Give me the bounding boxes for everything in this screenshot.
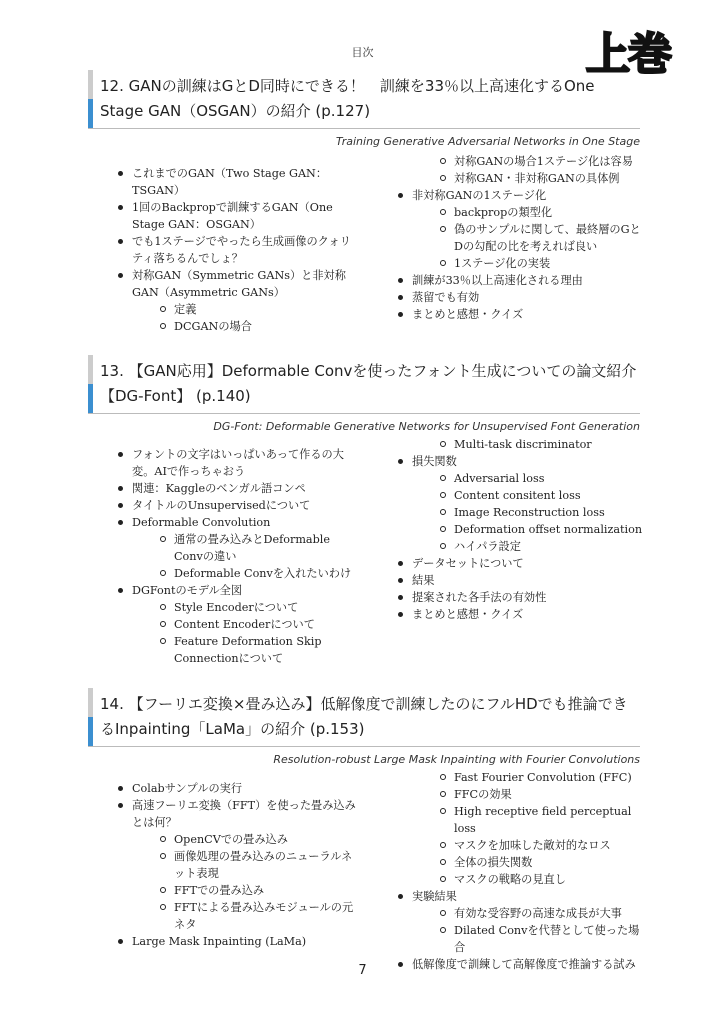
section-subtitle: Resolution-robust Large Mask Inpainting with Fourier Convolutions [273,753,640,766]
sub-bullet-item: OpenCVでの畳み込み [160,831,358,848]
section-title-text: 13. 【GAN応用】Deformable Convを使ったフォント生成についての論文紹介【DG-Font】 (p.140) [100,362,637,405]
sub-bullet-item: backpropの類型化 [440,204,643,221]
section-title-text: 14. 【フーリエ変換×畳み込み】低解像度で訓練したのにフルHDでも推論できるInpainting「LaMa」の紹介 (p.153) [100,695,628,738]
sub-bullet-item: High receptive field perceptual loss [440,803,643,837]
bullet-item: 訓練が33％以上高速化される理由 [398,272,643,289]
left-list [118,165,358,335]
sub-bullet-item: Feature Deformation Skip Connectionについて [160,633,358,667]
sub-bullet-item: 1ステージ化の実装 [440,255,643,272]
bullet-item: 非対称GANの1ステージ化 [398,187,643,204]
sub-bullet-item: Content consitent loss [440,487,643,504]
sub-bullet-item: Content Encoderについて [160,616,358,633]
section-subtitle: Training Generative Adversarial Networks in One Stage [335,135,640,148]
sub-bullet-item: FFTによる畳み込みモジュールの元ネタ [160,899,358,933]
section-subtitle: DG-Font: Deformable Generative Networks for Unsupervised Font Generation [213,420,640,433]
sub-bullet-item: Fast Fourier Convolution (FFC) [440,769,643,786]
bullet-item: フォントの文字はいっぱいあって作るの大変。AIで作っちゃおう [118,446,358,480]
sub-bullet-item: Dilated Convを代替として使った場合 [440,922,643,956]
sub-bullet-item: 全体の損失関数 [440,854,643,871]
left-list [118,446,358,667]
sub-bullet-item: 定義 [160,301,358,318]
sub-bullet-item: Deformation offset normalization [440,521,643,538]
sub-bullet-item: FFTでの畳み込み [160,882,358,899]
bullet-item: 実験結果 [398,888,643,905]
toc-section-14 [88,688,640,971]
bullet-item: でも1ステージでやったら生成画像のクォリティ落ちるんでしょ？ [118,233,358,267]
sub-bullet-item: Image Reconstruction loss [440,504,643,521]
toc-section-12 [88,70,640,350]
sub-bullet-item: ハイパラ設定 [440,538,643,555]
sub-bullet-item: 偽のサンプルに関して、最終層のGとDの勾配の比を考えれば良い [440,221,643,255]
page-header: 目次 [351,46,374,59]
sub-bullet-item: Adversarial loss [440,470,643,487]
sub-bullet-item: FFCの効果 [440,786,643,803]
bullet-item: 蒸留でも有効 [398,289,643,306]
sub-bullet-item: 通常の畳み込みとDeformable Convの違い [160,531,358,565]
sub-bullet-item: Style Encoderについて [160,599,358,616]
right-list [398,153,643,323]
sub-bullet-item: 対称GANの場合1ステージ化は容易 [440,153,643,170]
sub-bullet-item: 有効な受容野の高速な成長が大事 [440,905,643,922]
bullet-item: まとめと感想・クイズ [398,606,643,623]
bullet-item: 低解像度で訓練して高解像度で推論する試み [398,956,643,973]
sub-bullet-item: Multi-task discriminator [440,436,643,453]
sub-bullet-item: マスクを加味した敵対的なロス [440,837,643,854]
bullet-item: 結果 [398,572,643,589]
volume-badge: 上巻 [586,29,670,80]
bullet-item: タイトルのUnsupervisedについて [118,497,358,514]
right-list [398,436,643,623]
left-list [118,780,358,950]
bullet-item: Large Mask Inpainting (LaMa) [118,933,358,950]
bullet-item: 対称GAN（Symmetric GANs）と非対称GAN（Asymmetric GANs） [118,267,358,301]
section-title-text: 12. GANの訓練はGとD同時にできる！ 訓練を33％以上高速化するOne Stage GAN（OSGAN）の紹介 (p.127) [100,77,595,120]
bullet-item: データセットについて [398,555,643,572]
bullet-item: まとめと感想・クイズ [398,306,643,323]
bullet-item: これまでのGAN（Two Stage GAN：TSGAN） [118,165,358,199]
toc-section-13 [88,355,643,675]
section-title[interactable] [88,70,640,129]
bullet-item: 提案された各手法の有効性 [398,589,643,606]
page-number: 7 [358,963,367,978]
sub-bullet-item: DCGANの場合 [160,318,358,335]
bullet-item: 1回のBackpropで訓練するGAN（One Stage GAN：OSGAN） [118,199,358,233]
bullet-item: 関連：Kaggleのベンガル語コンペ [118,480,358,497]
bullet-item: Colabサンプルの実行 [118,780,358,797]
bullet-item: 損失関数 [398,453,643,470]
section-title[interactable] [88,355,640,414]
bullet-item: DGFontのモデル全図 [118,582,358,599]
bullet-item: 高速フーリエ変換（FFT）を使った畳み込みとは何？ [118,797,358,831]
section-title[interactable] [88,688,640,747]
right-list [398,769,643,973]
sub-bullet-item: マスクの戦略の見直し [440,871,643,888]
sub-bullet-item: 対称GAN・非対称GANの具体例 [440,170,643,187]
sub-bullet-item: Deformable Convを入れたいわけ [160,565,358,582]
sub-bullet-item: 画像処理の畳み込みのニューラルネット表現 [160,848,358,882]
bullet-item: Deformable Convolution [118,514,358,531]
